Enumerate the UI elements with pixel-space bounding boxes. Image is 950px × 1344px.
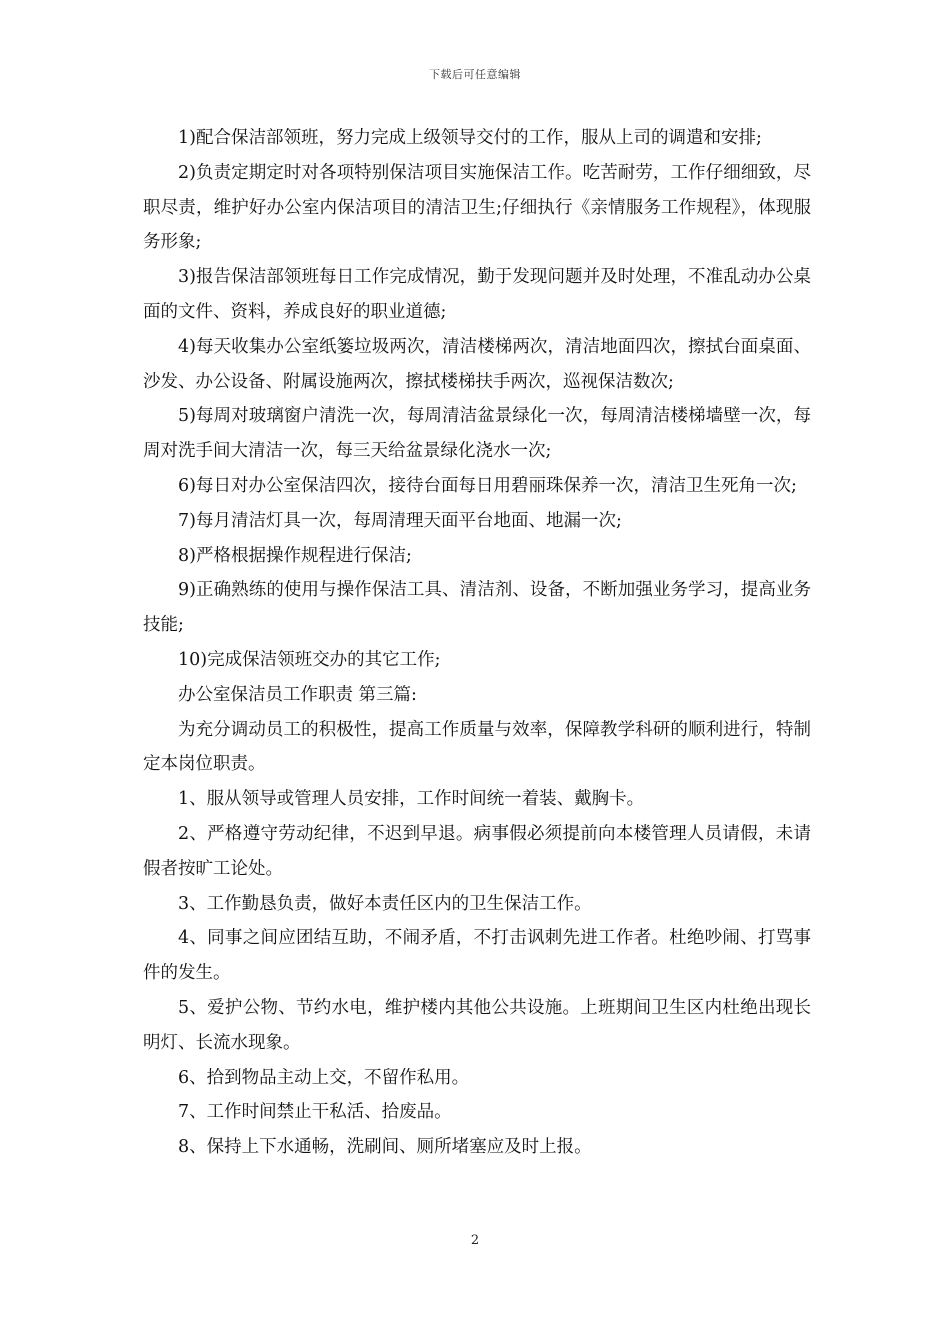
paragraph: 6)每日对办公室保洁四次，接待台面每日用碧丽珠保养一次，清洁卫生死角一次; (178, 475, 797, 496)
paragraph: 5、爱护公物、节约水电，维护楼内其他公共设施。上班期间卫生区内杜绝出现长明灯、长流水现象。 (143, 997, 811, 1053)
paragraph: 4)每天收集办公室纸篓垃圾两次，清洁楼梯两次，清洁地面四次，擦拭台面桌面、沙发、办公设备、附属设施两次，擦拭楼梯扶手两次，巡视保洁数次; (143, 336, 811, 392)
paragraph: 2、严格遵守劳动纪律，不迟到早退。病事假必须提前向本楼管理人员请假，未请假者按旷工论处。 (143, 823, 811, 879)
paragraph: 3、工作勤恳负责，做好本责任区内的卫生保洁工作。 (178, 893, 592, 914)
paragraph: 10)完成保洁领班交办的其它工作; (178, 649, 441, 670)
paragraph: 3)报告保洁部领班每日工作完成情况，勤于发现问题并及时处理，不准乱动办公桌面的文件、资料，养成良好的职业道德; (143, 267, 811, 322)
paragraph: 7)每月清洁灯具一次，每周清理天面平台地面、地漏一次; (178, 510, 622, 531)
paragraph: 6、拾到物品主动上交，不留作私用。 (178, 1067, 470, 1088)
paragraph: 2)负责定期定时对各项特别保洁项目实施保洁工作。吃苦耐劳，工作仔细细致，尽职尽责，维护好办公室内保洁项目的清洁卫生;仔细执行《亲情服务工作规程》，体现服务形象; (143, 162, 811, 253)
section-heading: 办公室保洁员工作职责 第三篇: (178, 684, 417, 705)
paragraph: 8、保持上下水通畅，洗刷间、厕所堵塞应及时上报。 (178, 1137, 592, 1158)
paragraph: 为充分调动员工的积极性，提高工作质量与效率，保障教学科研的顺利进行，特制定本岗位职责。 (143, 719, 811, 775)
paragraph: 1、服从领导或管理人员安排，工作时间统一着装、戴胸卡。 (178, 789, 645, 810)
paragraph: 5)每周对玻璃窗户清洗一次，每周清洁盆景绿化一次，每周清洁楼梯墙壁一次，每周对洗手间大清洁一次，每三天给盆景绿化浇水一次; (143, 406, 811, 462)
paragraph: 7、工作时间禁止干私活、拾废品。 (178, 1102, 452, 1123)
page-header: 下载后可任意编辑 (429, 68, 521, 81)
document-body (143, 121, 811, 1165)
paragraph: 4、同事之间应团结互助，不闹矛盾，不打击讽刺先进工作者。杜绝吵闹、打骂事件的发生。 (143, 928, 811, 984)
page-number: 2 (470, 1233, 480, 1248)
paragraph: 8)严格根据操作规程进行保洁; (178, 545, 412, 566)
paragraph: 1)配合保洁部领班，努力完成上级领导交付的工作，服从上司的调遣和安排; (178, 128, 762, 148)
paragraph: 9)正确熟练的使用与操作保洁工具、清洁剂、设备，不断加强业务学习，提高业务技能; (143, 580, 811, 636)
